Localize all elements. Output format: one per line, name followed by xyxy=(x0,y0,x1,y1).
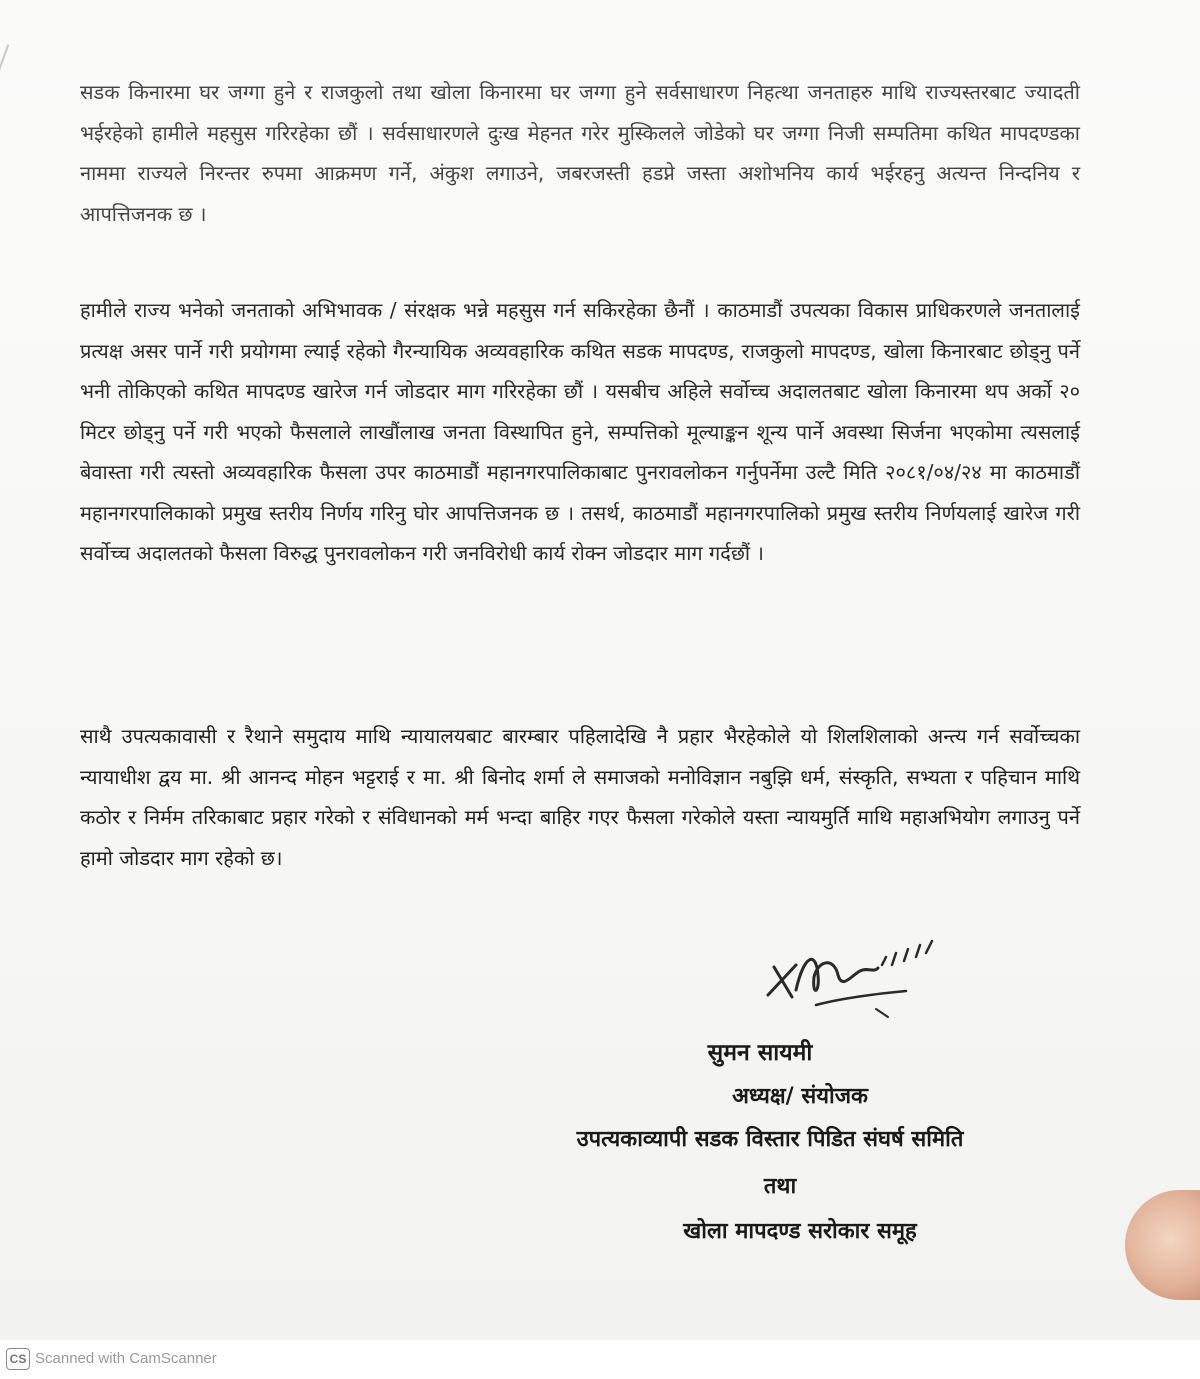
page-edge-mark xyxy=(0,44,17,76)
paragraph-3: साथै उपत्यकावासी र रैथाने समुदाय माथि न्यायालयबाट बारम्बार पहिलादेखि नै प्रहार भैरहेकोले यो शिलशिलाको अन्त्य गर्न सर्वोच्चका न्यायाधीश द्वय मा. श्री आनन्द मोहन भट्टराई र मा. श्री बिनोद शर्मा ले समाजको मनोविज्ञान नबुझि धर्म, संस्कृति, सभ्यता र पहिचान माथि कठोर र निर्मम तरिकाबाट प्रहार गरेको र संविधानको मर्म भन्दा बाहिर गएर फैसला गरेकोले यस्ता न्यायमुर्ति माथि महाअभियोग लगाउनु पर्ने हामो जोडदार माग रहेको छ। xyxy=(80,724,1080,870)
organization-name-2: खोला मापदण्ड सरोकार समूह xyxy=(683,1219,917,1244)
scanner-watermark-text: Scanned with CamScanner xyxy=(35,1350,217,1367)
signatory-title: अध्यक्ष/ संयोजक xyxy=(732,1084,868,1109)
paragraph-2: हामीले राज्य भनेको जनताको अभिभावक / संरक्षक भन्ने महसुस गर्न सकिरहेका छैनौं । काठमाडौं उपत्यका विकास प्राधिकरणले जनतालाई प्रत्यक्ष असर पार्ने गरी प्रयोगमा ल्याई रहेको गैरन्यायिक अव्यवहारिक कथित सडक मापदण्ड, राजकुलो मापदण्ड, खोला किनारबाट छोड्नु पर्ने भनी तोकिएको कथित मापदण्ड खारेज गर्न जोडदार माग गरिरहेका छौं । यसबीच अहिले सर्वोच्च अदालतबाट खोला किनारमा थप अर्को २० मिटर छोड्नु पर्ने गरी भएको फैसलाले लाखौंलाख जनता विस्थापित हुने, सम्पत्तिको मूल्याङ्कन शून्य पार्ने अवस्था सिर्जना भएकोमा त्यसलाई बेवास्ता गरी त्यस्तो अव्यवहारिक फैसला उपर काठमाडौं महानगरपालिकाबाट पुनरावलोकन गर्नुपर्नेमा उल्टै मिति २०८१/०४/२४ मा काठमाडौं महानगरपालिकाको प्रमुख स्तरीय निर्णय गरिनु घोर आपत्तिजनक छ । तसर्थ, काठमाडौं महानगरपालिको प्रमुख स्तरीय निर्णयलाई खारेज गरी सर्वोच्च अदालतको फैसला विरुद्ध पुनरावलोकन गरी जनविरोधी कार्य रोक्न जोडदार माग गर्दछौं । xyxy=(80,298,1080,565)
paragraph-1: सडक किनारमा घर जग्गा हुने र राजकुलो तथा खोला किनारमा घर जग्गा हुने सर्वसाधारण निहत्था जनताहरु माथि राज्यस्तरबाट ज्यादती भईरहेको हामीले महसुस गरिरहेका छौं । सर्वसाधारणले दुःख मेहनत गरेर मुस्किलले जोडेको घर जग्गा निजी सम्पतिमा कथित मापदण्डका नाममा राज्यले निरन्तर रुपमा आक्रमण गर्ने, अंकुश लगाउने, जबरजस्ती हडप्ने जस्ता अशोभनिय कार्य भईरहनु अत्यन्त निन्दनिय र आपत्तिजनक छ । xyxy=(80,80,1080,226)
thumb-in-frame xyxy=(1125,1190,1200,1300)
organization-name-1: उपत्यकाव्यापी सडक विस्तार पिडित संघर्ष समिति xyxy=(576,1127,964,1152)
signatory-name: सुमन सायमी xyxy=(707,1040,813,1066)
conjunction-text: तथा xyxy=(763,1174,797,1199)
camscanner-logo-icon: CS xyxy=(6,1348,30,1370)
scanner-footer xyxy=(0,1340,1200,1379)
handwritten-signature xyxy=(756,935,946,1030)
